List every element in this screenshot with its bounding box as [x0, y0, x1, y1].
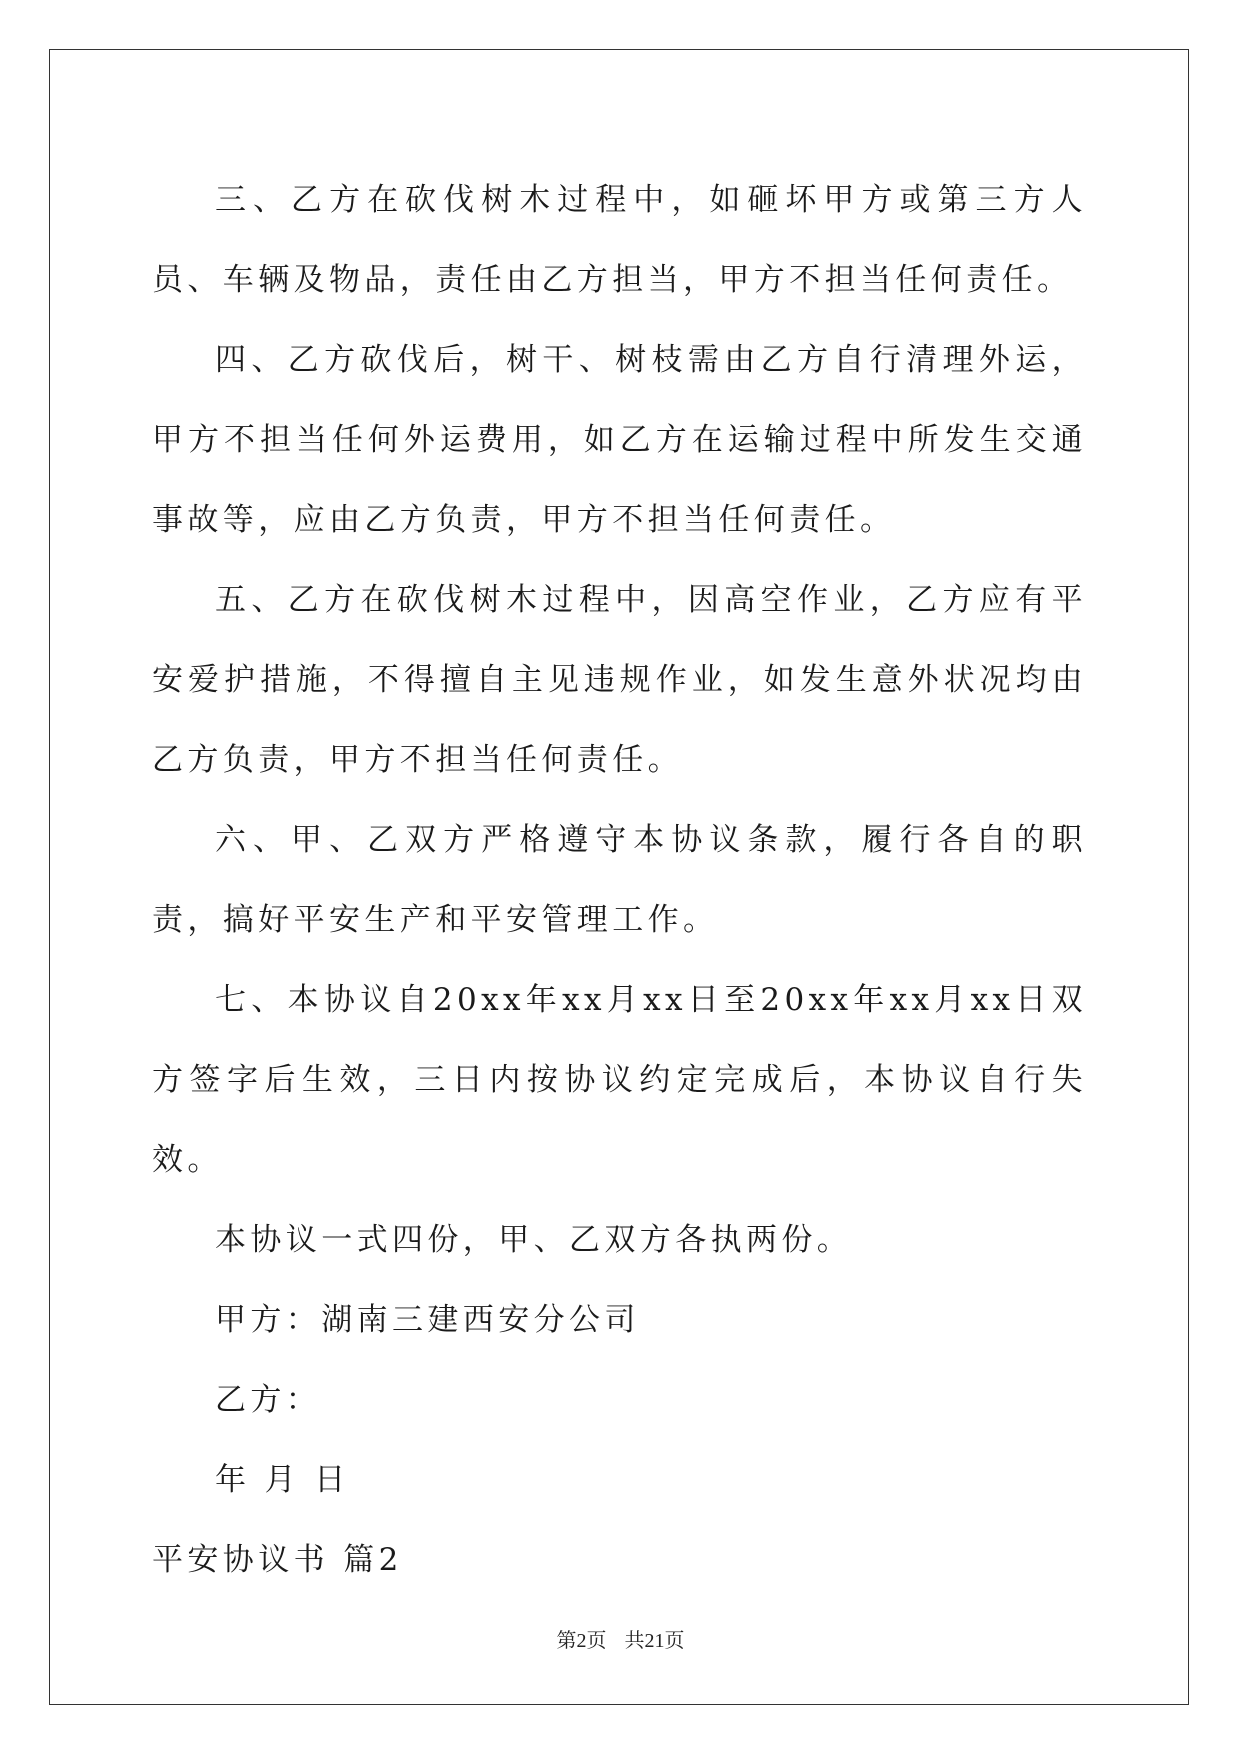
- date-line: 年 月 日: [215, 1462, 350, 1498]
- page-footer: [0, 1624, 1241, 1653]
- party-b-line: 乙方：: [215, 1382, 322, 1418]
- party-a-line: 甲方：湖南三建西安分公司: [215, 1302, 640, 1338]
- clause-4: 四、乙方砍伐后，树干、树枝需由乙方自行清理外运，甲方不担当任何外运费用，如乙方在运输过程中所发生交通事故等，应由乙方负责，甲方不担当任何责任。: [152, 342, 1087, 538]
- page-total: 共21页: [624, 1630, 685, 1652]
- clause-3: 三、乙方在砍伐树木过程中，如砸坏甲方或第三方人员、车辆及物品，责任由乙方担当，甲方不担当任何责任。: [152, 182, 1087, 298]
- copies-line: 本协议一式四份，甲、乙双方各执两份。: [215, 1222, 853, 1258]
- clause-6: 六、甲、乙双方严格遵守本协议条款，履行各自的职责，搞好平安生产和平安管理工作。: [152, 822, 1087, 938]
- clause-7: 七、本协议自20xx年xx月xx日至20xx年xx月xx日双方签字后生效，三日内按协议约定完成后，本协议自行失效。: [152, 982, 1087, 1178]
- page-number: 第2页: [556, 1630, 607, 1652]
- section-heading: 平安协议书 篇2: [152, 1542, 403, 1578]
- clause-5: 五、乙方在砍伐树木过程中，因高空作业，乙方应有平安爱护措施，不得擅自主见违规作业，如发生意外状况均由乙方负责，甲方不担当任何责任。: [152, 582, 1087, 778]
- document-body: [152, 160, 1087, 1600]
